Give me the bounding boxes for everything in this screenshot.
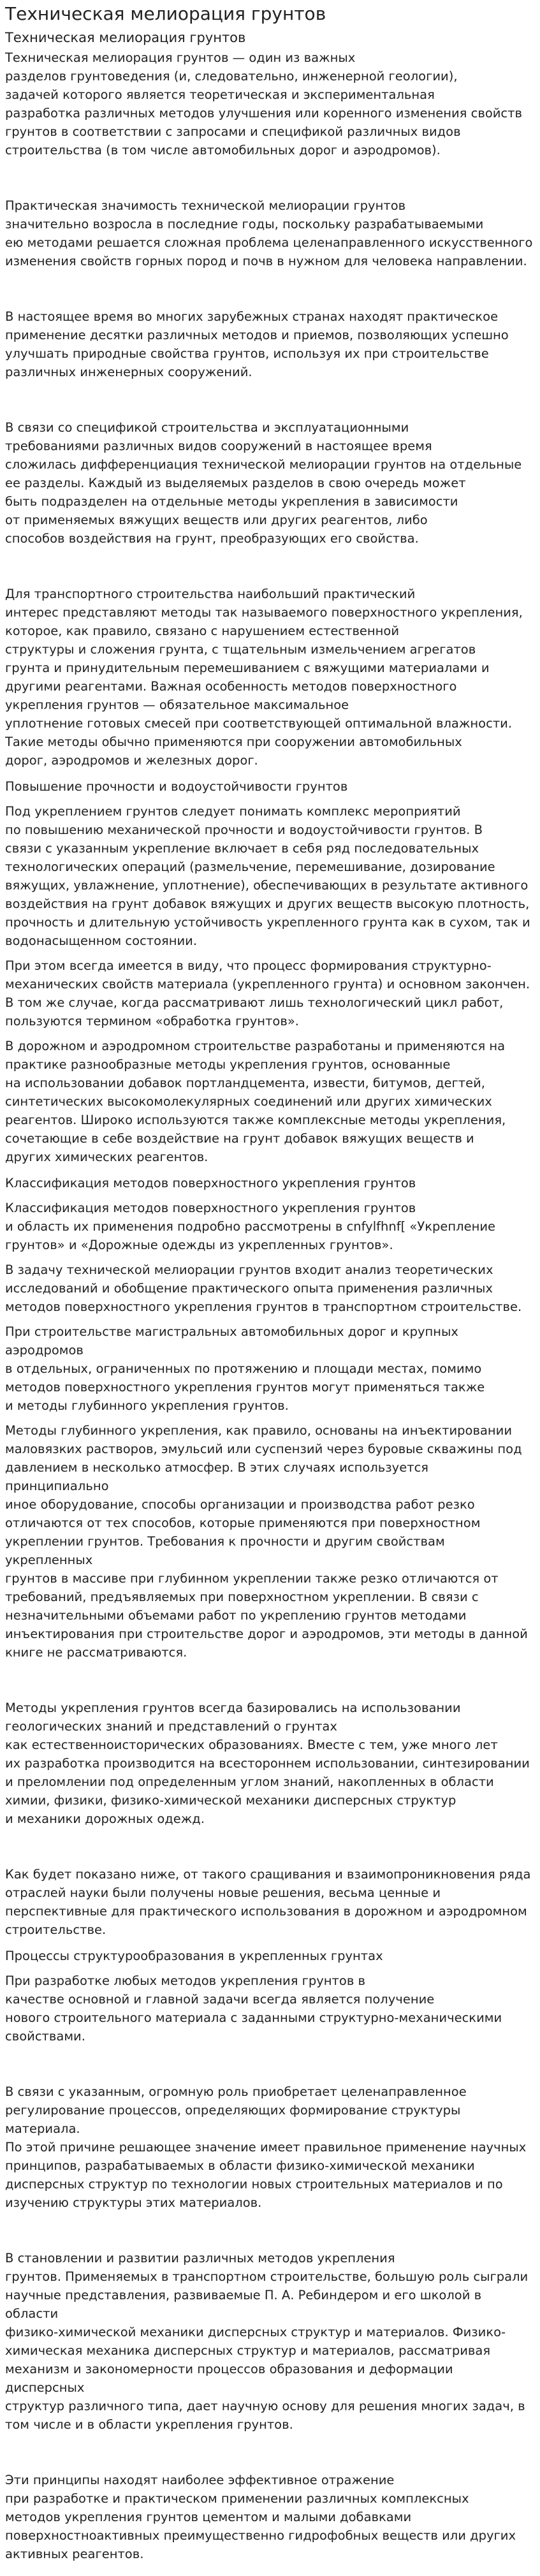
paragraph-principles: Эти принципы находят наиболее эффективное отражение при разработке и практическом применении различных комплексных методов укрепления грунтов цементом и малыми добавками поверхностноактивных преимущественно гидрофобных веществ или других активных реагентов.: [5, 2473, 516, 2561]
paragraph-transport: Для транспортного строительства наибольший практический интерес представляют методы так называемого поверхностного укрепления, которое, как правило, связано с нарушением естественной структуры и сложения грунта, с тщательным измельчением агрегатов грунта и принудительным перемешиванием с вяжущими материалами и другими реагентами. Важная особенность методов поверхностного укрепления грунтов — обязательное максимальное уплотнение готовых смесей при соответствующей оптимальной влажности. Такие методы обычно применяются при сооружении автомобильных дорог, аэродромов и железных дорог.: [5, 587, 523, 768]
paragraph-classification: Классификация методов поверхностного укрепления грунтов и область их применения подробно рассмотрены в cnfylfhnf[ «Укрепление грунтов» и «Дорожные одежды из укрепленных грунтов».: [5, 1201, 495, 1252]
section-heading-strength: Повышение прочности и водоустойчивости грунтов: [5, 779, 348, 794]
paragraph-strengthening: Под укреплением грунтов следует понимать комплекс мероприятий по повышению механической прочности и водоустойчивости грунтов. В связи с указанным укрепление включает в себя ряд последовательных технологических операций (размельчение, перемешивание, дозирование вяжущих, увлажнение, уплотнение), обеспечивающих в результате активного воздействия на грунт добавок вяжущих и других веществ высокую плотность, прочность и длительную устойчивость укрепленного грунта как в сухом, так и водонасыщенном состоянии.: [5, 804, 530, 948]
paragraph-new-material: При разработке любых методов укрепления грунтов в качестве основной и главной задачи всегда является получение нового строительного материала с заданными структурно-механическими свойствами.: [5, 1973, 502, 2044]
paragraph-task: В задачу технической мелиорации грунтов входит анализ теоретических исследований и обобщение практического опыта применения различных методов поверхностного укрепления грунтов в транспортном строительстве.: [5, 1262, 522, 1314]
paragraph-highways: При строительстве магистральных автомобильных дорог и крупных аэродромов в отдельных, ограниченных по протяжению и площади местах, помимо методов поверхностного укрепления грунтов могут применяться также и методы глубинного укрепления грунтов.: [5, 1324, 485, 1413]
paragraph-road-construction: В дорожном и аэродромном строительстве разработаны и применяются на практике разнообразные методы укрепления грунтов, основанные на использовании добавок портландцемента, извести, битумов, дегтей, синтетических высокомолекулярных соединений или других химических реагентов. Широко используются также комплексные методы укрепления, сочетающие в себе воздействие на грунт добавок вяжущих веществ и других химических реагентов.: [5, 1039, 506, 1164]
paragraph-integration: Как будет показано ниже, от такого сращивания и взаимопроникновения ряда отраслей науки были получены новые решения, весьма ценные и перспективные для практического использования в дорожном и аэродромном строительстве.: [5, 1867, 531, 1937]
paragraph-processing: При этом всегда имеется в виду, что процесс формирования структурно- механических свойств материала (укрепленного грунта) и основном закончен. В том же случае, когда рассматривают лишь технологический цикл работ, пользуются термином «обработка грунтов».: [5, 958, 530, 1028]
page-title: Техническая мелиорация грунтов: [5, 3, 326, 24]
section-heading-structure: Процессы структурообразования в укрепленных грунтах: [5, 1949, 383, 1963]
paragraph-significance: Практическая значимость технической мелиорации грунтов значительно возросла в последние годы, поскольку разрабатываемыми ею методами решается сложная проблема целенаправленного искусственного изменения свойств горных пород и почв в нужном для человека направлении.: [5, 198, 533, 268]
paragraph-regulation: В связи с указанным, огромную роль приобретает целенаправленное регулирование процессов, определяющих формирование структуры материала. По этой причине решающее значение имеет правильное применение научных принципов, разрабатываемых в области физико-химической механики дисперсных структур по технологии новых строительных материалов и по изучению структуры этих материалов.: [5, 2084, 527, 2210]
paragraph-rebinder: В становлении и развитии различных методов укрепления грунтов. Применяемых в транспортном строительстве, большую роль сыграли научные представления, развиваемые П. А. Ребиндером и его школой в области физико-химической механики дисперсных структур и материалов. Физико- химическая механика дисперсных структур и материалов, рассматривая механизм и закономерности процессов образования и деформации дисперсных структур различного типа, дает научную основу для решения многих задач, в том числе и в области укрепления грунтов.: [5, 2251, 529, 2432]
subtitle: Техническая мелиорация грунтов: [5, 30, 246, 45]
paragraph-differentiation: В связи со спецификой строительства и эксплуатационными требованиями различных видов сооружений в настоящее время сложилась дифференциация технической мелиорации грунтов на отдельные ее разделы. Каждый из выделяемых разделов в свою очередь может быть подразделен на отдельные методы укрепления в зависимости от применяемых вяжущих веществ или других реагентов, либо способов воздействия на грунт, преобразующих его свойства.: [5, 420, 522, 546]
paragraph-deep-methods: Методы глубинного укрепления, как правило, основаны на инъектировании маловязких растворов, эмульсий или суспензий через буровые скважины под давлением в несколько атмосфер. В этих случаях используется принципиально иное оборудование, способы организации и производства работ резко отличаются от тех способов, которые применяются при поверхностном укреплении грунтов. Требования к прочности и другим свойствам укрепленных грунтов в массиве при глубинном укреплении также резко отличаются от требований, предъявляемых при поверхностном укреплении. В связи с незначительными объемами работ по укреплению грунтов методами инъектирования при строительстве дорог и аэродромов, эти методы в данной книге не рассматриваются.: [5, 1423, 528, 1660]
paragraph-intro: Техническая мелиорация грунтов — один из важных разделов грунтоведения (и, следовательно, инженерной геологии), задачей которого является теоретическая и экспериментальная разработка различных методов улучшения или коренного изменения свойств грунтов в соответствии с запросами и спецификой различных видов строительства (в том числе автомобильных дорог и аэродромов).: [5, 50, 522, 157]
paragraph-foreign-practice: В настоящее время во многих зарубежных странах находят практическое применение десятки различных методов и приемов, позволяющих успешно улучшать природные свойства грунтов, используя их при строительстве различных инженерных сооружений.: [5, 309, 509, 379]
section-heading-classification: Классификация методов поверхностного укрепления грунтов: [5, 1176, 416, 1190]
paragraph-geology: Методы укрепления грунтов всегда базировались на использовании геологических знаний и представлений о грунтах как естественноисторических образованиях. Вместе с тем, уже много лет их разработка производится на всестороннем использовании, синтезировании и преломлении под определенным углом знаний, накопленных в области химии, физики, физико-химической механики дисперсных структур и механики дорожных одежд.: [5, 1701, 530, 1826]
